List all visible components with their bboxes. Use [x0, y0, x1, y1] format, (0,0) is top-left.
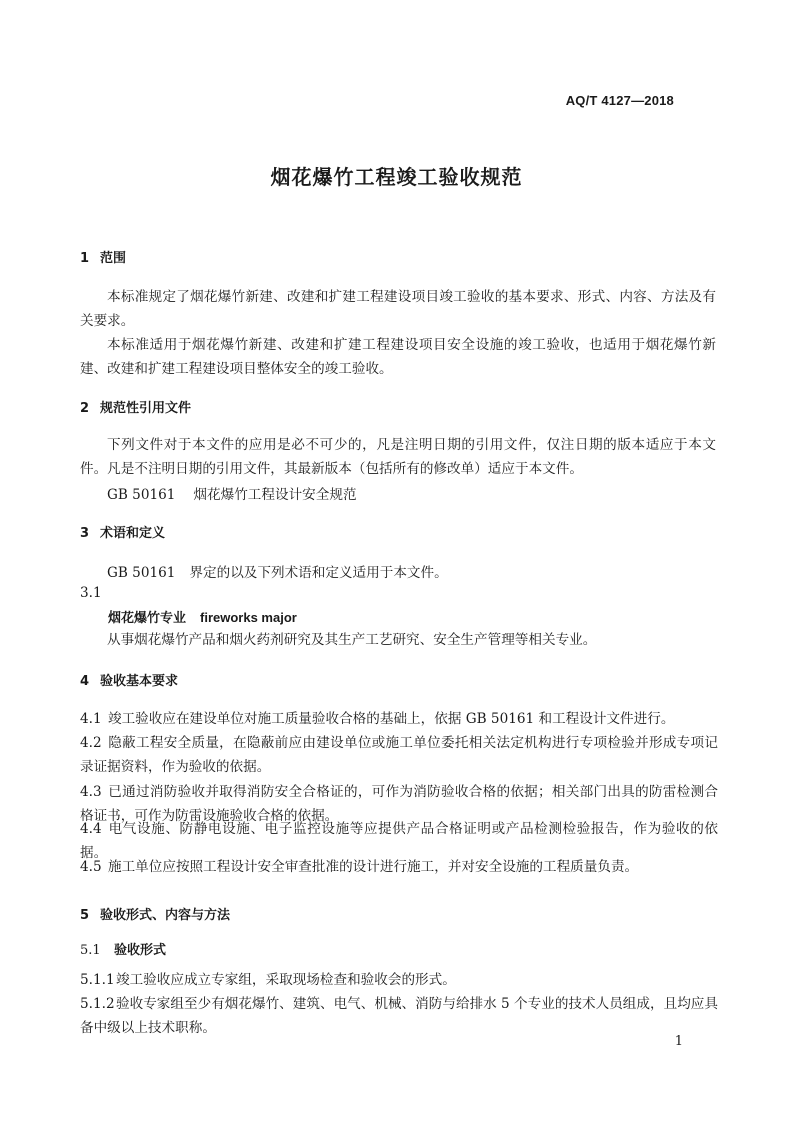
section-title: 范围 [100, 251, 127, 266]
section-4-heading [80, 670, 178, 689]
section-number: 1 [80, 251, 90, 266]
reference-title: 烟花爆竹工程设计安全规范 [193, 487, 357, 503]
section-title: 规范性引用文件 [100, 401, 192, 416]
section-1-paragraph-1: 本标准规定了烟花爆竹新建、改建和扩建工程建设项目竣工验收的基本要求、形式、内容、方法及有关要求。 [80, 289, 716, 329]
clause-5-1-2 [80, 992, 718, 1040]
clause-number: 5.1.2 [80, 996, 115, 1012]
clause-number: 4.2 [80, 735, 102, 751]
clause-number: 4.5 [80, 859, 102, 875]
clause-text: 施工单位应按照工程设计安全审查批准的设计进行施工，并对安全设施的工程质量负责。 [108, 859, 639, 875]
clause-number: 4.1 [80, 711, 102, 727]
clause-text: 电气设施、防静电设施、电子监控设施等应提供产品合格证明或产品检测检验报告，作为验收的依据。 [80, 821, 718, 861]
term-3-1-heading [108, 607, 297, 626]
subsection-number: 5.1 [80, 943, 101, 958]
section-number: 5 [80, 908, 90, 923]
section-2-heading [80, 397, 191, 416]
clause-number: 4.3 [80, 784, 102, 800]
section-number: 2 [80, 401, 90, 416]
normative-reference [107, 483, 357, 503]
section-5-heading [80, 904, 230, 923]
section-3-intro [107, 561, 448, 581]
section-3-heading [80, 522, 165, 541]
clause-number: 4.4 [80, 821, 102, 837]
section-number: 3 [80, 526, 90, 541]
term-3-1-number: 3.1 [80, 585, 102, 601]
reference-code: GB 50161 [107, 487, 176, 503]
section-title: 术语和定义 [100, 526, 166, 541]
section-1-heading [80, 247, 126, 266]
intro-code: GB 50161 [107, 565, 176, 581]
page-number: 1 [674, 1034, 683, 1049]
intro-text: 界定的以及下列术语和定义适用于本文件。 [189, 565, 448, 581]
clause-text: 验收专家组至少有烟花爆竹、建筑、电气、机械、消防与给排水 5 个专业的技术人员组成，且均应具备中级以上技术职称。 [80, 996, 718, 1036]
clause-text: 竣工验收应在建设单位对施工质量验收合格的基础上，依据 GB 50161 和工程设计文件进行。 [108, 711, 675, 727]
clause-4-5 [80, 855, 718, 879]
clause-number: 5.1.1 [80, 972, 115, 988]
subsection-5-1-heading [80, 939, 166, 958]
term-3-1-definition: 从事烟花爆竹产品和烟火药剂研究及其生产工艺研究、安全生产管理等相关专业。 [107, 632, 597, 648]
clause-4-1 [80, 707, 718, 731]
document-title: 烟花爆竹工程竣工验收规范 [270, 165, 523, 189]
section-title: 验收基本要求 [100, 674, 179, 689]
section-2-paragraph-1: 下列文件对于本文件的应用是必不可少的，凡是注明日期的引用文件，仅注日期的版本适应于本文件。凡是不注明日期的引用文件，其最新版本（包括所有的修改单）适应于本文件。 [80, 437, 716, 477]
clause-4-2 [80, 731, 718, 779]
standard-code: AQ/T 4127—2018 [565, 93, 674, 108]
section-1-paragraph-2: 本标准适用于烟花爆竹新建、改建和扩建工程建设项目安全设施的竣工验收，也适用于烟花爆竹新建、改建和扩建工程建设项目整体安全的竣工验收。 [80, 337, 716, 377]
clause-text: 已通过消防验收并取得消防安全合格证的，可作为消防验收合格的依据；相关部门出具的防雷检测合格证书，可作为防雷设施验收合格的依据。 [80, 784, 718, 824]
term-cn: 烟花爆竹专业 [108, 611, 187, 626]
subsection-title: 验收形式 [114, 943, 167, 958]
clause-text: 隐蔽工程安全质量，在隐蔽前应由建设单位或施工单位委托相关法定机构进行专项检验并形成专项记录证据资料，作为验收的依据。 [80, 735, 718, 775]
section-number: 4 [80, 674, 90, 689]
clause-text: 竣工验收应成立专家组，采取现场检查和验收会的形式。 [116, 972, 456, 988]
section-title: 验收形式、内容与方法 [100, 908, 231, 923]
term-en: fireworks major [200, 610, 297, 625]
clause-5-1-1 [80, 968, 718, 992]
